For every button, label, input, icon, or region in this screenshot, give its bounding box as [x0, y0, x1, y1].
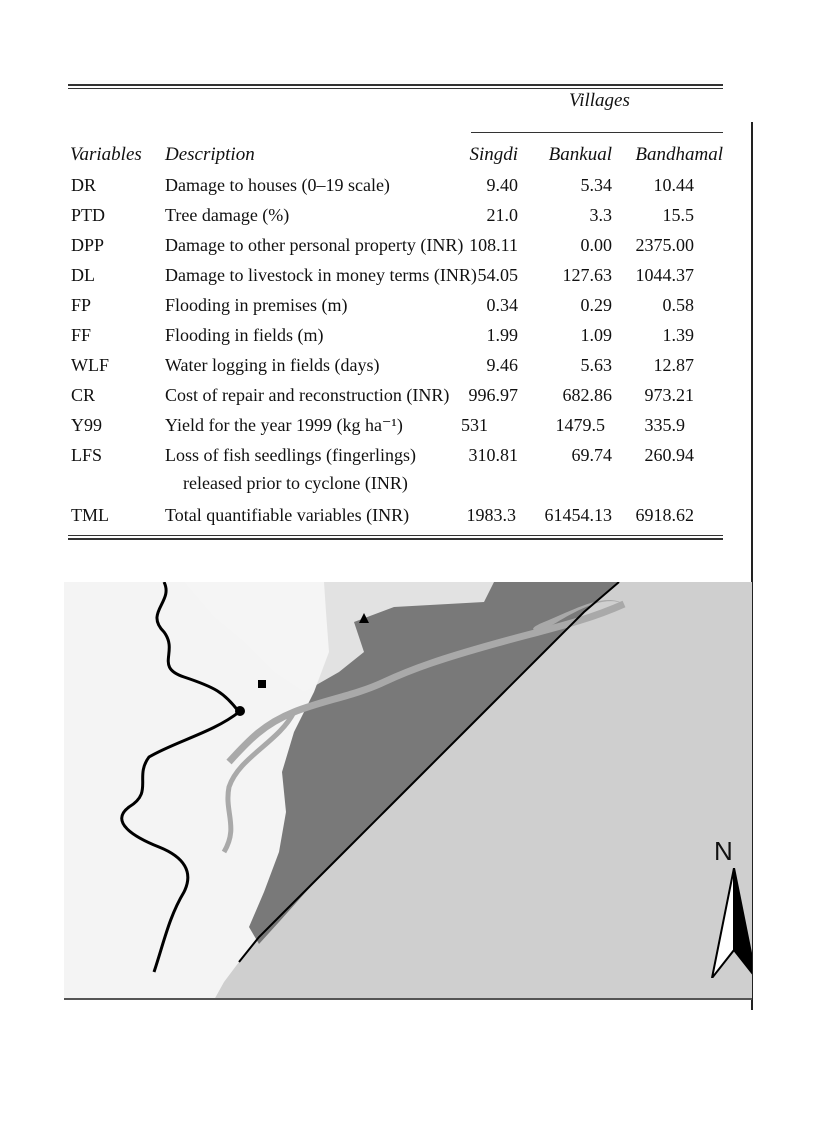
value-bandhamal: 0.58: [662, 295, 694, 315]
value-bankual: 5.63: [580, 355, 612, 375]
table-row: [68, 505, 723, 535]
value-bandhamal: 1.39: [662, 325, 694, 345]
value-bandhamal: 6918.62: [635, 505, 694, 525]
value-bankual: 61454.13: [544, 505, 612, 525]
value-bankual: 5.34: [580, 175, 612, 195]
north-arrow-icon: [704, 868, 752, 978]
north-label: N: [714, 836, 733, 866]
variable-code: FF: [71, 325, 92, 345]
value-bandhamal: 973.21: [644, 385, 694, 405]
variable-description-line-2: released prior to cyclone (INR): [183, 473, 408, 493]
value-bandhamal: 260.94: [644, 445, 694, 465]
table-row: [68, 265, 723, 295]
variable-description: Damage to other personal property (INR): [165, 235, 464, 255]
value-bandhamal: 15.5: [662, 205, 694, 225]
value-bankual: 1.09: [580, 325, 612, 345]
value-singdi: 310.81: [468, 445, 518, 465]
value-bankual: 1479.5: [555, 415, 605, 435]
table-row: [68, 205, 723, 235]
value-singdi: 9.46: [486, 355, 518, 375]
variable-description: Flooding in premises (m): [165, 295, 348, 315]
value-singdi: 996.97: [468, 385, 518, 405]
variable-description: Loss of fish seedlings (fingerlings): [165, 445, 416, 465]
village-marker-circle: [235, 706, 245, 716]
variable-description: Water logging in fields (days): [165, 355, 380, 375]
table-row: [68, 385, 723, 415]
table-top-rule-2: [68, 88, 723, 89]
variable-description: Flooding in fields (m): [165, 325, 324, 345]
value-bankual: 3.3: [589, 205, 612, 225]
value-bankual: 127.63: [562, 265, 612, 285]
value-bandhamal: 2375.00: [635, 235, 694, 255]
villages-rule: [471, 132, 723, 133]
table-row: [68, 175, 723, 205]
table-row: [68, 235, 723, 265]
table-row: [68, 355, 723, 385]
variable-code: DR: [71, 175, 97, 195]
table-top-rule: [68, 84, 723, 86]
variable-code: FP: [71, 295, 92, 315]
variable-description: Tree damage (%): [165, 205, 290, 225]
column-header-singdi: Singdi: [469, 144, 518, 165]
table-row: [68, 445, 723, 503]
table-bottom-rule-2: [68, 538, 723, 540]
variable-code: LFS: [71, 445, 103, 465]
value-singdi: 0.34: [486, 295, 518, 315]
value-bandhamal: 10.44: [653, 175, 694, 195]
value-singdi: 1983.3: [466, 505, 516, 525]
column-header-bankual: Bankual: [548, 144, 612, 165]
variable-code: Y99: [71, 415, 102, 435]
table-row: [68, 325, 723, 355]
variable-description: Yield for the year 1999 (kg ha⁻¹): [165, 415, 403, 435]
value-singdi: 54.05: [477, 265, 518, 285]
value-bandhamal: 1044.37: [635, 265, 694, 285]
value-bankual: 0.00: [580, 235, 612, 255]
map-graphic: [64, 582, 752, 1000]
value-bankual: 0.29: [580, 295, 612, 315]
table-row: [68, 295, 723, 325]
value-bandhamal: 335.9: [644, 415, 685, 435]
variable-code: CR: [71, 385, 96, 405]
value-singdi: 1.99: [486, 325, 518, 345]
variable-code: PTD: [71, 205, 106, 225]
variable-code: DPP: [71, 235, 105, 255]
value-bankual: 69.74: [571, 445, 612, 465]
variable-code: TML: [71, 505, 109, 525]
variable-description: Damage to livestock in money terms (INR): [165, 265, 477, 285]
study-area-map: [64, 582, 752, 1000]
village-marker-square: [258, 680, 266, 688]
north-arrow: [704, 836, 752, 976]
column-header-description: Description: [165, 144, 255, 165]
villages-group-header: Villages: [569, 90, 630, 111]
value-bankual: 682.86: [562, 385, 612, 405]
value-singdi: 21.0: [486, 205, 518, 225]
variable-code: WLF: [71, 355, 109, 375]
variable-description: Total quantifiable variables (INR): [165, 505, 410, 525]
table-row: [68, 415, 723, 445]
column-header-bandhamal: Bandhamal: [635, 144, 723, 165]
value-singdi: 9.40: [486, 175, 518, 195]
damage-table: [68, 84, 723, 554]
variable-code: DL: [71, 265, 95, 285]
table-bottom-rule: [68, 535, 723, 536]
variable-description: Cost of repair and reconstruction (INR): [165, 385, 450, 405]
value-singdi: 108.11: [469, 235, 518, 255]
value-bandhamal: 12.87: [653, 355, 694, 375]
value-singdi: 531: [461, 415, 488, 435]
variable-description: Damage to houses (0–19 scale): [165, 175, 390, 195]
column-header-variables: Variables: [70, 144, 142, 165]
